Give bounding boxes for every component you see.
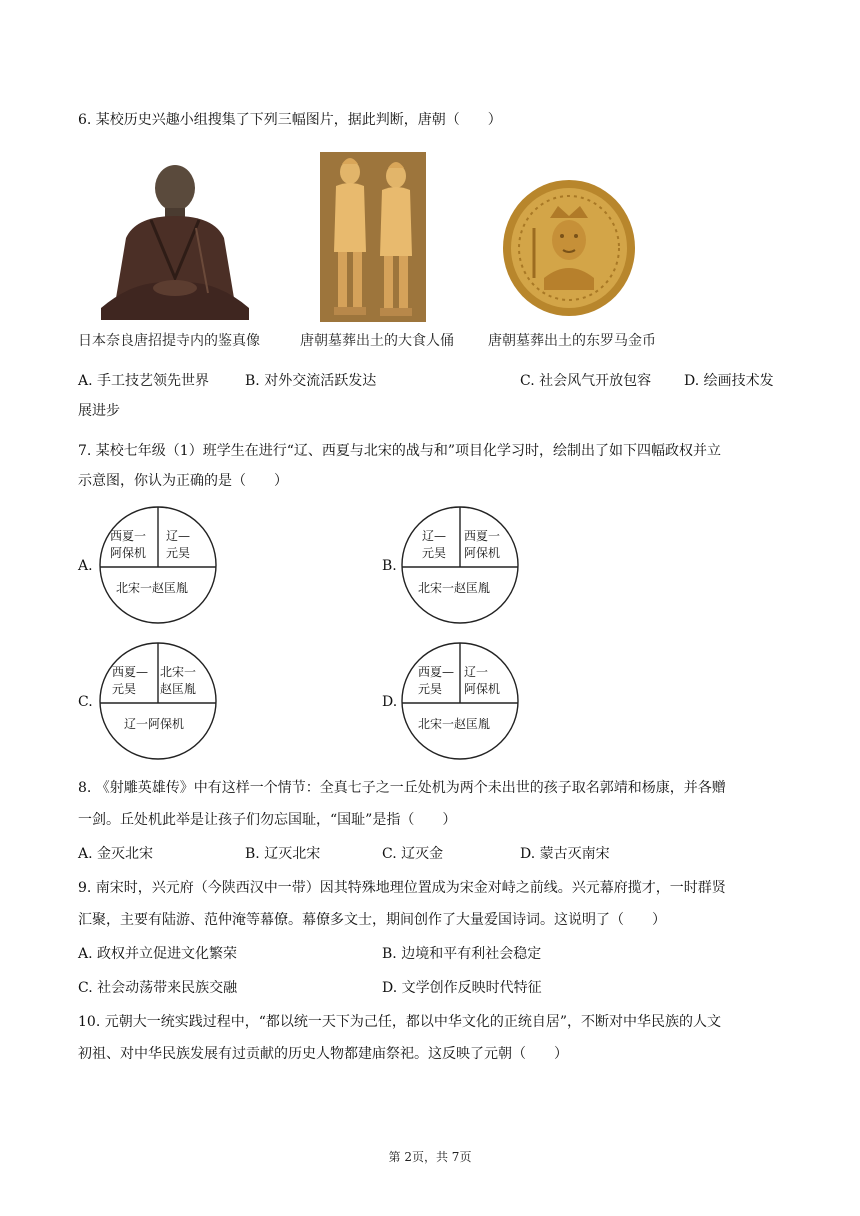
q9-option-b[interactable]: B. 边境和平有利社会稳定 [382, 946, 542, 962]
q7-diagram-a [98, 505, 218, 625]
q6-caption-2: 唐朝墓葬出土的大食人俑 [300, 333, 454, 349]
jianzhen-statue-image [96, 158, 254, 320]
q7-a-tr-2: 元昊 [166, 546, 191, 560]
q7-c-bottom: 辽一阿保机 [124, 717, 185, 731]
q7-diagram-c [98, 641, 218, 761]
q6-option-b[interactable]: B. 对外交流活跃发达 [245, 373, 377, 389]
q7-d-bottom: 北宋一赵匡胤 [418, 717, 491, 731]
q8-option-b[interactable]: B. 辽灭北宋 [245, 846, 321, 862]
q7-option-c[interactable]: C. [78, 694, 93, 710]
q7-a-bottom: 北宋一赵匡胤 [116, 581, 189, 595]
q9-stem-line1: 9. 南宋时，兴元府（今陕西汉中一带）因其特殊地理位置成为宋金对峙之前线。兴元幕府揽才，一时群贤 [78, 880, 726, 896]
dashi-figurines-image [320, 152, 426, 322]
q7-diagram-d [400, 641, 520, 761]
q7-a-tl-2: 阿保机 [110, 546, 147, 560]
q7-b-tr-2: 阿保机 [464, 546, 501, 560]
q7-d-tr-1: 辽一 [464, 665, 489, 679]
q8-option-c[interactable]: C. 辽灭金 [382, 846, 444, 862]
q7-a-tr-1: 辽— [166, 529, 191, 543]
q7-diagram-b [400, 505, 520, 625]
page-footer: 第 2页，共 7页 [388, 1150, 472, 1164]
q6-caption-3: 唐朝墓葬出土的东罗马金币 [488, 333, 656, 349]
q6-option-a[interactable]: A. 手工技艺领先世界 [78, 373, 210, 389]
q7-c-tl-2: 元昊 [112, 682, 137, 696]
q6-option-d-wrap: 展进步 [78, 403, 120, 419]
gold-coin-image [500, 178, 638, 318]
q7-option-b[interactable]: B. [382, 558, 397, 574]
q7-b-tl-1: 辽— [422, 529, 447, 543]
q7-d-tl-1: 西夏— [418, 665, 455, 679]
q7-b-tl-2: 元昊 [422, 546, 447, 560]
q7-b-bottom: 北宋一赵匡胤 [418, 581, 491, 595]
q7-c-tl-1: 西夏— [112, 665, 149, 679]
q7-c-tr-1: 北宋一 [160, 665, 197, 679]
q10-stem-line1: 10. 元朝大一统实践过程中，“都以统一天下为己任，都以中华文化的正统自居”，不断对中华民族的人文 [78, 1014, 722, 1030]
q6-caption-1: 日本奈良唐招提寺内的鉴真像 [78, 333, 260, 349]
q8-stem-line2: 一剑。丘处机此举是让孩子们勿忘国耻，“国耻”是指（ ） [78, 812, 457, 828]
q7-a-tl-1: 西夏一 [110, 529, 147, 543]
q9-option-c[interactable]: C. 社会动荡带来民族交融 [78, 980, 238, 996]
q9-stem-line2: 汇聚，主要有陆游、范仲淹等幕僚。幕僚多文士，期间创作了大量爱国诗词。这说明了（ ） [78, 912, 666, 928]
q7-b-tr-1: 西夏一 [464, 529, 501, 543]
q7-d-tr-2: 阿保机 [464, 682, 501, 696]
q7-option-a[interactable]: A. [78, 558, 93, 574]
q7-option-d[interactable]: D. [382, 694, 398, 710]
q10-stem-line2: 初祖、对中华民族发展有过贡献的历史人物都建庙祭祀。这反映了元朝（ ） [78, 1046, 568, 1062]
q6-option-d[interactable]: D. 绘画技术发 [684, 373, 774, 389]
q9-option-d[interactable]: D. 文学创作反映时代特征 [382, 980, 542, 996]
q7-stem-line1: 7. 某校七年级（1）班学生在进行“辽、西夏与北宋的战与和”项目化学习时，绘制出了如下四幅政权并立 [78, 443, 722, 459]
q8-stem-line1: 8. 《射雕英雄传》中有这样一个情节：全真七子之一丘处机为两个未出世的孩子取名郭靖和杨康，并各赠 [78, 780, 726, 796]
q8-option-d[interactable]: D. 蒙古灭南宋 [520, 846, 610, 862]
q7-c-tr-2: 赵匡胤 [160, 682, 197, 696]
q9-option-a[interactable]: A. 政权并立促进文化繁荣 [78, 946, 238, 962]
q6-option-c[interactable]: C. 社会风气开放包容 [520, 373, 652, 389]
q7-d-tl-2: 元昊 [418, 682, 443, 696]
q8-option-a[interactable]: A. 金灭北宋 [78, 846, 154, 862]
q7-stem-line2: 示意图，你认为正确的是（ ） [78, 473, 288, 489]
q6-stem: 6. 某校历史兴趣小组搜集了下列三幅图片，据此判断，唐朝（ ） [78, 112, 502, 128]
